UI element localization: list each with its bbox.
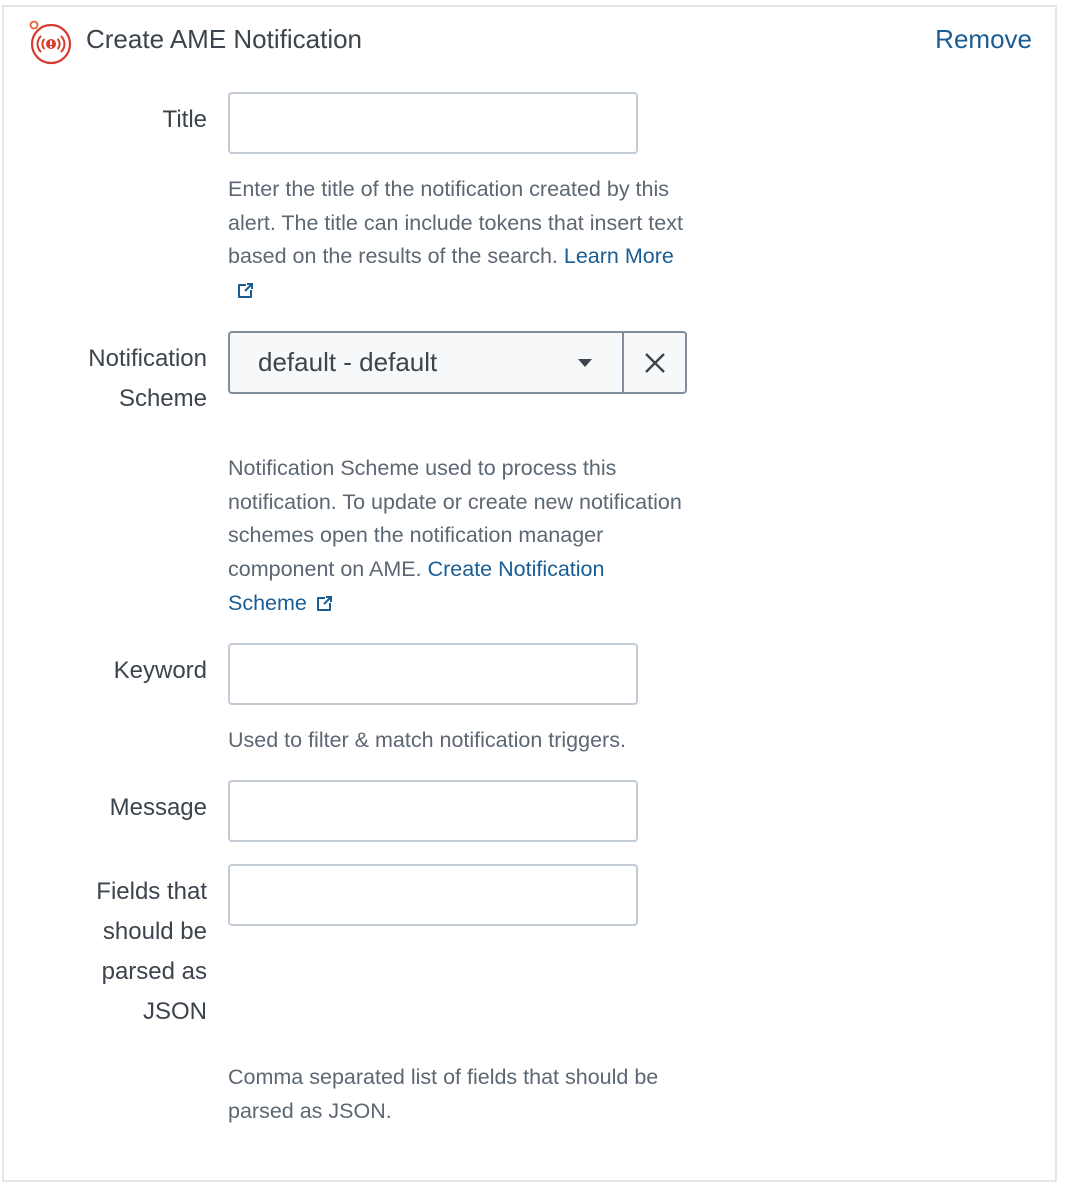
title-input[interactable] bbox=[228, 92, 638, 154]
message-label: Message bbox=[109, 794, 207, 821]
keyword-input[interactable] bbox=[228, 643, 638, 705]
title-label: Title bbox=[162, 106, 207, 133]
scheme-help-text: Notification Scheme used to process this notification. To update or create new notification schemes open the notification manager component on AME. bbox=[228, 456, 682, 582]
external-link-icon bbox=[238, 284, 252, 298]
json-fields-help: Comma separated list of fields that should be parsed as JSON. bbox=[228, 1065, 659, 1123]
learn-more-label: Learn More bbox=[563, 244, 674, 269]
clear-selection-button[interactable] bbox=[622, 333, 685, 392]
scheme-help bbox=[228, 452, 683, 621]
remove-link[interactable]: Remove bbox=[935, 24, 1032, 54]
caret-down-icon bbox=[578, 359, 592, 367]
scheme-label-line2: Scheme bbox=[118, 385, 207, 412]
keyword-help: Used to filter & match notification triggers. bbox=[228, 728, 626, 752]
scheme-label bbox=[7, 339, 207, 419]
title-help bbox=[228, 173, 683, 308]
keyword-label: Keyword bbox=[113, 657, 207, 684]
title-help-text: Enter the title of the notification created by this alert. The title can include tokens that insert text based on the results of the search. bbox=[228, 177, 683, 269]
external-link-icon bbox=[317, 597, 331, 611]
message-input[interactable] bbox=[228, 780, 638, 842]
create-scheme-label: Create Notification Scheme bbox=[228, 557, 605, 615]
json-fields-label: Fields that should be parsed as JSON bbox=[96, 878, 207, 1025]
scheme-label-line1: Notification bbox=[88, 345, 207, 372]
close-icon bbox=[644, 352, 666, 374]
alert-broadcast-icon bbox=[27, 19, 75, 67]
json-fields-input[interactable] bbox=[228, 864, 638, 926]
notification-scheme-select[interactable] bbox=[228, 331, 687, 394]
panel-title: Create AME Notification bbox=[86, 24, 363, 54]
selected-scheme: default - default bbox=[258, 347, 438, 377]
